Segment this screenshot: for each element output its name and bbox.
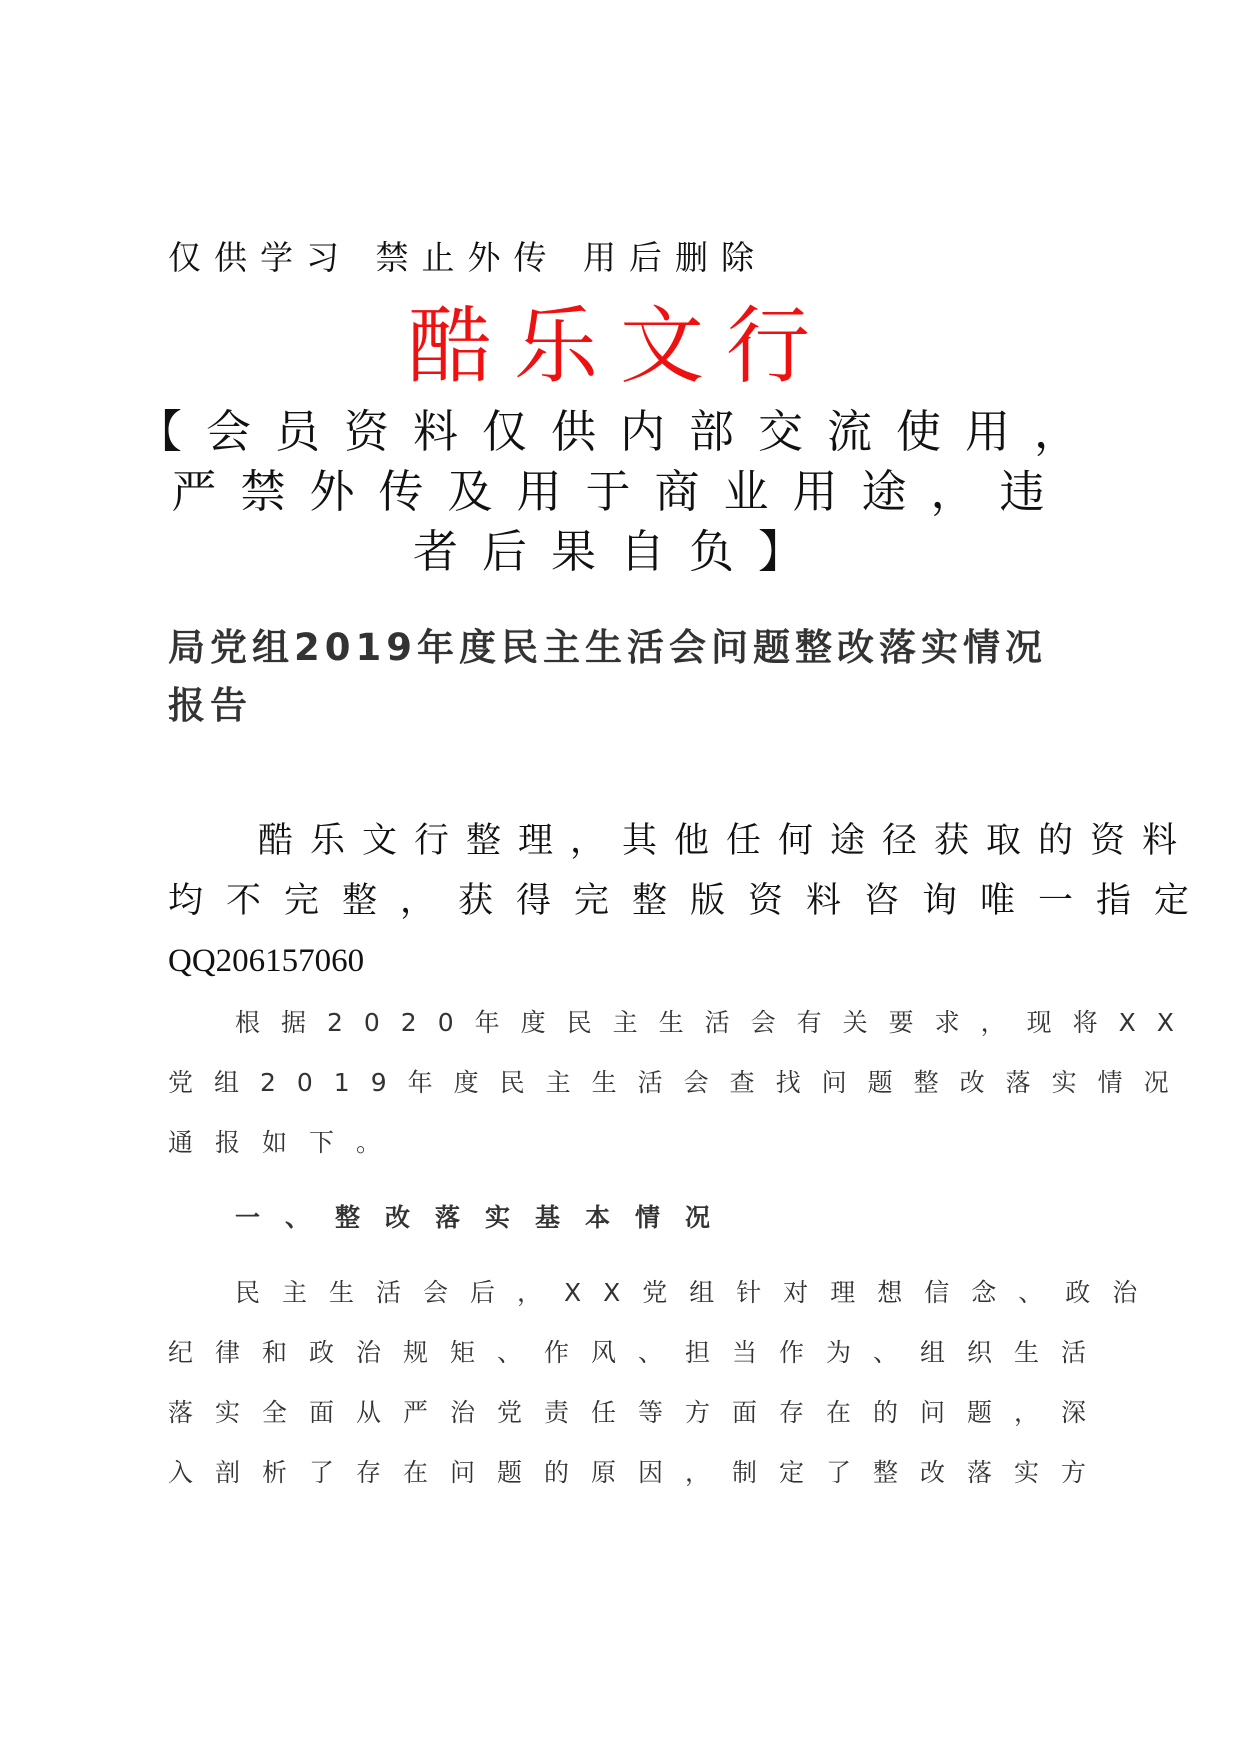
brand-title: 酷乐文行 [407, 297, 832, 395]
paragraph-2-line-4: 入剖析了存在问题的原因，制定了整改落实方 [168, 1458, 1109, 1487]
notice-line: 仅供学习 禁止外传 用后删除 [168, 238, 767, 277]
paragraph-1-line-3: 通报如下。 [168, 1128, 404, 1157]
intro-line-2: 均不完整，获得完整版资料咨询唯一指定 [168, 881, 1213, 921]
warning-line-3: 者后果自负】 [412, 525, 827, 578]
intro-line-1: 酷乐文行整理，其他任何途径获取的资料 [258, 821, 1195, 861]
paragraph-2-line-1: 民主生活会后，XX党组针对理想信念、政治 [235, 1278, 1160, 1307]
paragraph-1-line-2: 党组2019年度民主生活会查找问题整改落实情况 [168, 1068, 1190, 1097]
section-heading-1: 一、整改落实基本情况 [235, 1203, 736, 1232]
paragraph-1-line-1: 根据2020年度民主生活会有关要求，现将XX [235, 1008, 1195, 1037]
intro-line-3: QQ206157060 [168, 943, 365, 979]
paragraph-2-line-3: 落实全面从严治党责任等方面存在的问题，深 [168, 1398, 1109, 1427]
document-title-line-1: 局党组2019年度民主生活会问题整改落实情况 [168, 626, 1047, 669]
document-title-line-2: 报告 [168, 684, 252, 727]
warning-line-2: 严禁外传及用于商业用途，违 [171, 465, 1069, 518]
paragraph-2-line-2: 纪律和政治规矩、作风、担当作为、组织生活 [168, 1338, 1109, 1367]
warning-line-1: 【会员资料仅供内部交流使用， [136, 405, 1103, 458]
